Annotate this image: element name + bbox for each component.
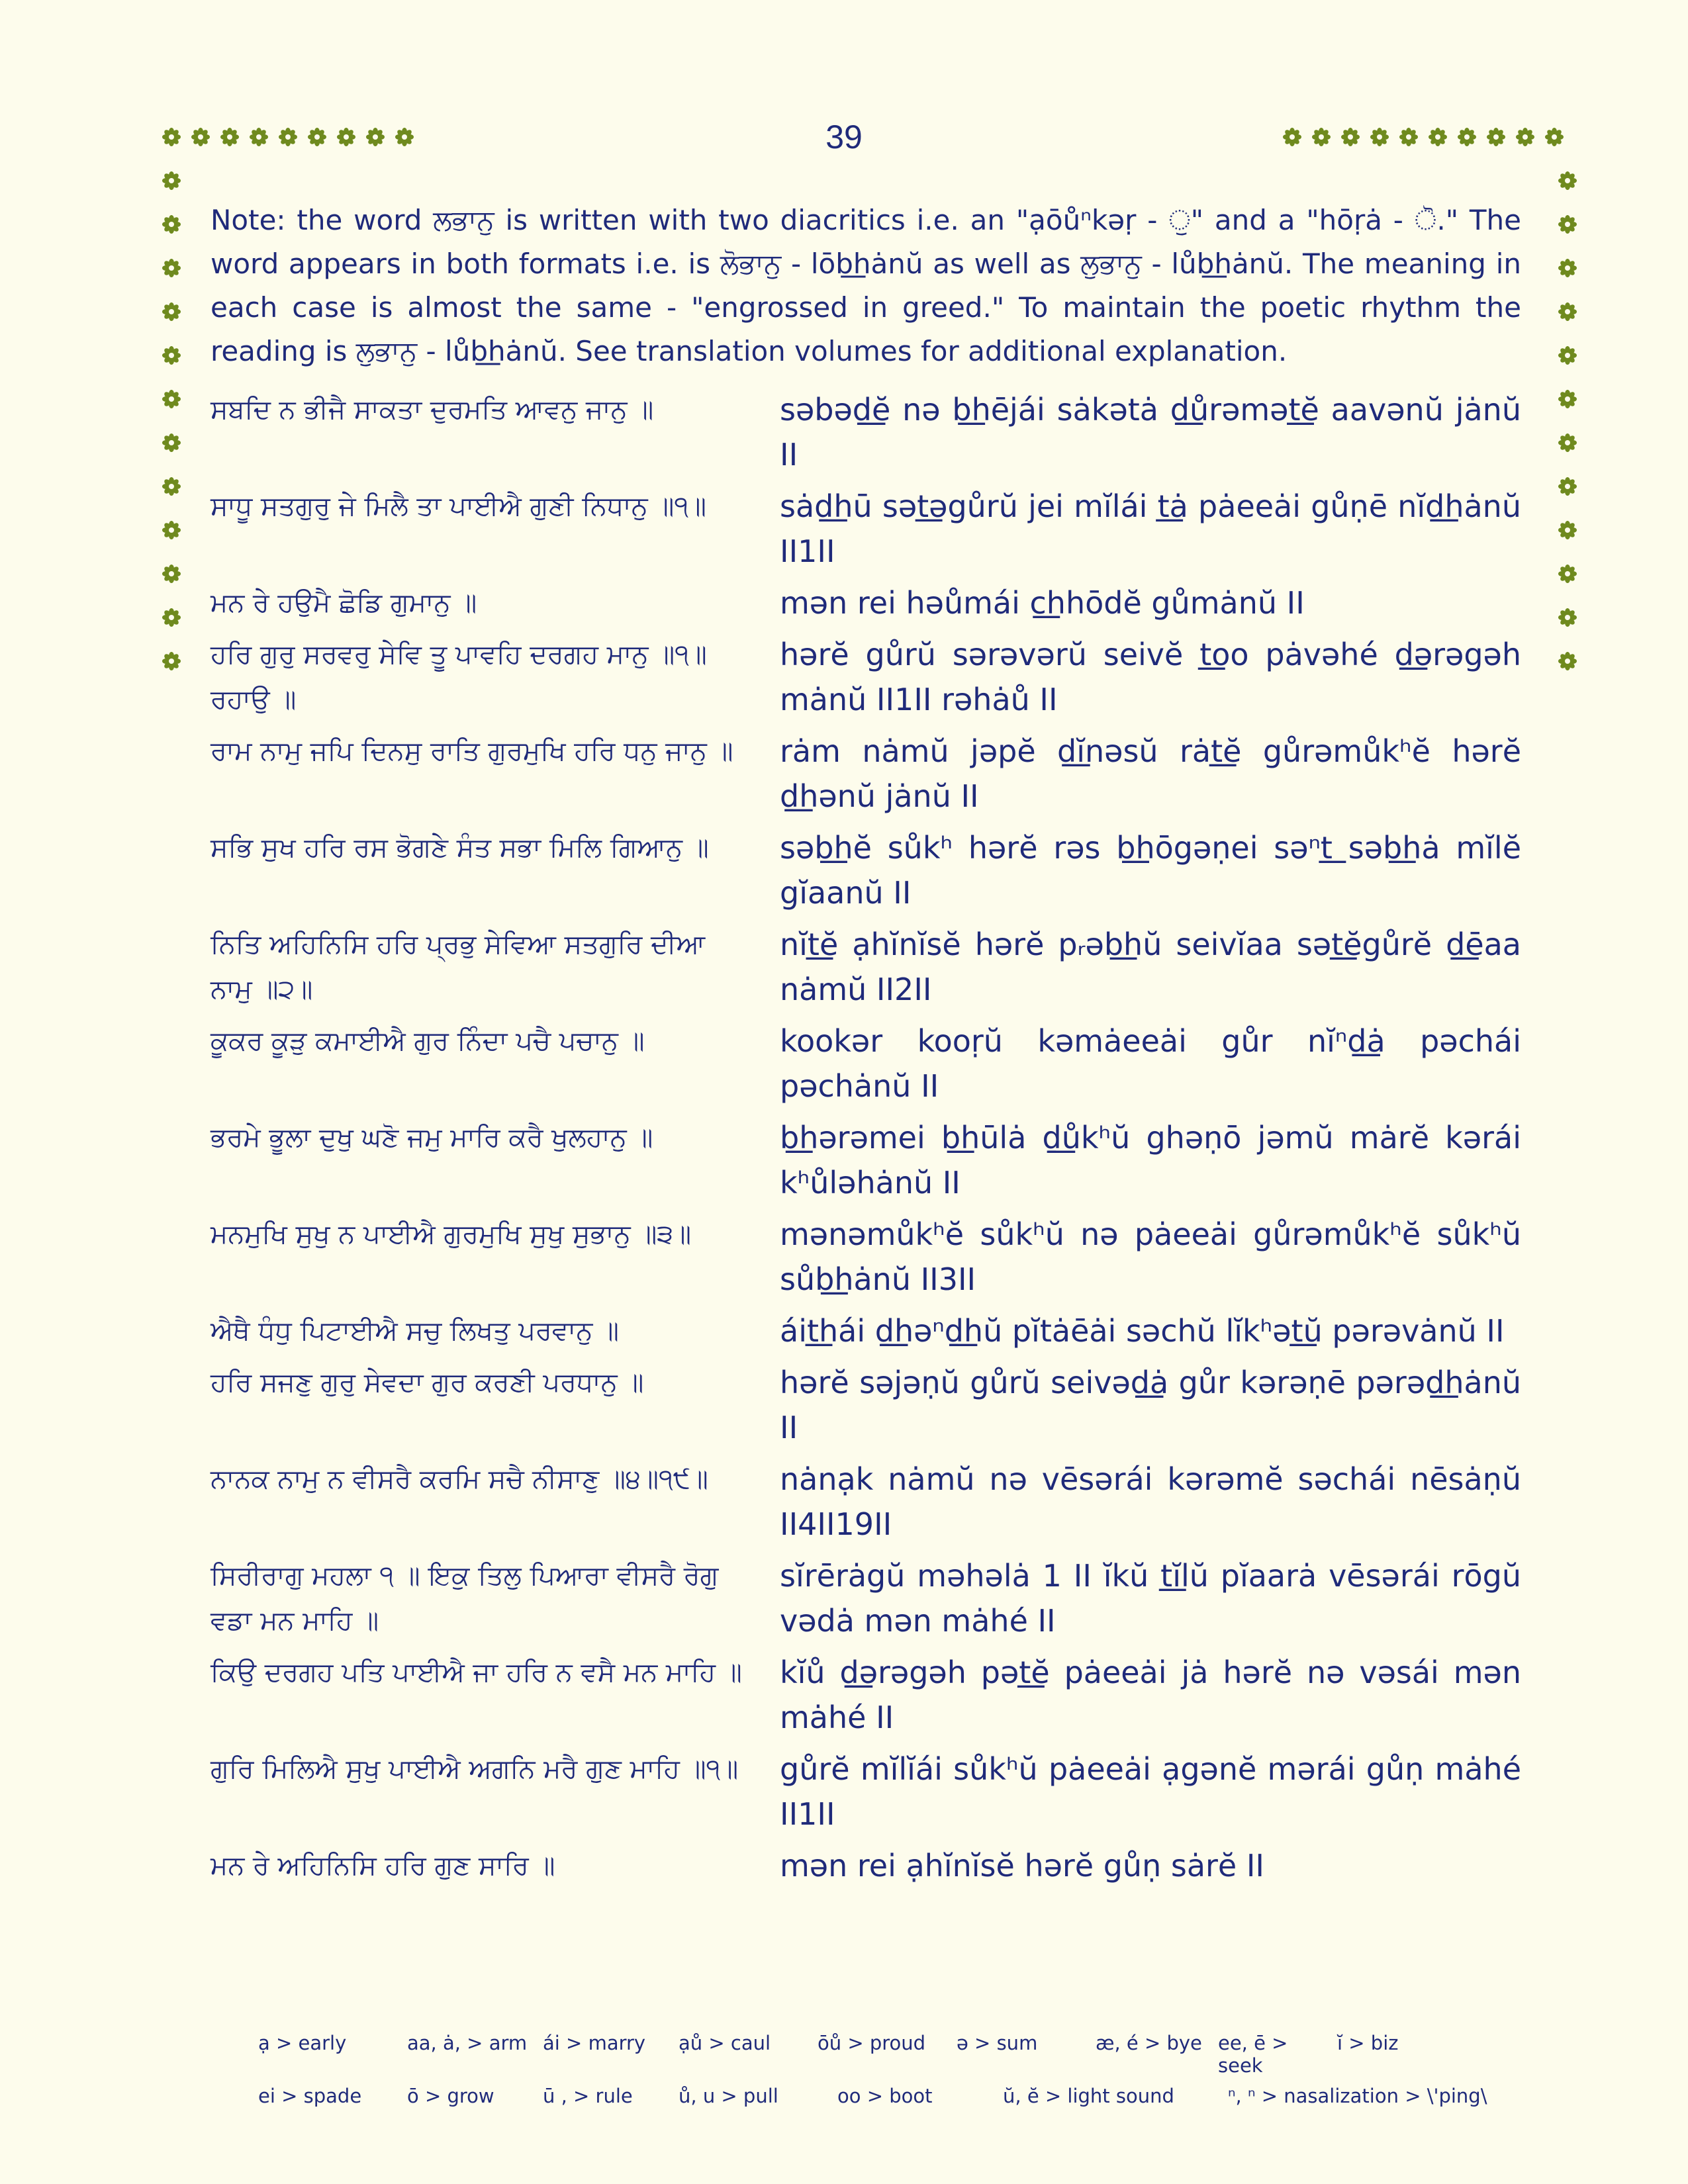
gurmukhi-line: ਕਿਉ ਦਰਗਹ ਪਤਿ ਪਾਈਐ ਜਾ ਹਰਿ ਨ ਵਸੈ ਮਨ ਮਾਹਿ ॥	[211, 1657, 742, 1688]
legend-item: ⁿ, ⁿ > nasalization > \'ping\	[1228, 2085, 1487, 2107]
transliteration-line: sȧḏ͟hū sət͟əgůrŭ jei mĭlái t͟ȧ pȧeeȧi gůṇē nĭḏ͟hȧnŭ II1II	[780, 488, 1521, 569]
gurmukhi-line: ਨਿਤਿ ਅਹਿਨਿਸਿ ਹਰਿ ਪ੍ਰਭੁ ਸੇਵਿਆ ਸਤਗੁਰਿ ਦੀਆ ਨਾਮੁ ॥੨॥	[211, 929, 706, 1005]
transliteration-line: áit͟hái ḏ͟həⁿḏ͟hŭ pĭtȧēȧi səchŭ lĭkʰət͟ŭ pərəvȧnŭ II	[780, 1313, 1505, 1349]
flower-ornament-icon	[1558, 214, 1577, 234]
gurmukhi-line: ਸਾਧੂ ਸਤਗੁਰੁ ਜੇ ਮਿਲੈ ਤਾ ਪਾਈਐ ਗੁਣੀ ਨਿਧਾਨੁ ॥੧॥	[211, 491, 706, 522]
gurmukhi-line: ਗੁਰਿ ਮਿਲਿਐ ਸੁਖੁ ਪਾਈਐ ਅਗਨਿ ਮਰੈ ਗੁਣ ਮਾਹਿ ॥੧॥	[211, 1754, 739, 1784]
gurmukhi-line: ਸਬਦਿ ਨ ਭੀਜੈ ਸਾਕਤਾ ਦੁਰਮਤਿ ਆਵਨੁ ਜਾਨੁ ॥	[211, 394, 654, 425]
flower-ornament-icon	[162, 171, 181, 191]
transliteration-line: sĭrērȧgŭ məhəlȧ 1 II ĭkŭ t͟ĭlŭ pĭaarȧ vēsərái rōgŭ vədȧ mən mȧhé II	[780, 1558, 1521, 1639]
transliteration-line: kĭů ḏ͟ərəgəh pət͟ĕ pȧeeȧi jȧ hərĕ nə vəsái mən mȧhé II	[780, 1655, 1521, 1735]
flower-ornament-icon	[162, 127, 181, 147]
flower-ornament-icon	[307, 127, 327, 147]
verse-row	[211, 387, 1521, 477]
legend-item: ō > grow	[407, 2085, 494, 2107]
verse-row	[211, 484, 1521, 574]
verse-row	[211, 922, 1521, 1012]
right-ornament-column	[1558, 171, 1577, 671]
flower-ornament-icon	[162, 477, 181, 496]
flower-ornament-icon	[162, 258, 181, 278]
flower-ornament-icon	[162, 651, 181, 671]
verse-row	[211, 1747, 1521, 1837]
flower-ornament-icon	[1370, 127, 1389, 147]
verse-row	[211, 1019, 1521, 1109]
legend-item: ái > marry	[543, 2032, 646, 2054]
flower-ornament-icon	[249, 127, 269, 147]
gurmukhi-line: ਸਿਰੀਰਾਗੁ ਮਹਲਾ ੧ ॥ ਇਕੁ ਤਿਲੁ ਪਿਆਰਾ ਵੀਸਰੈ ਰੋਗੁ ਵਡਾ ਮਨ ਮਾਹਿ ॥	[211, 1561, 719, 1636]
gurmukhi-line: ਨਾਨਕ ਨਾਮੁ ਨ ਵੀਸਰੈ ਕਰਮਿ ਸਚੈ ਨੀਸਾਣੁ ॥੪॥੧੯॥	[211, 1464, 708, 1494]
transliteration-line: səb͟hĕ sůkʰ hərĕ rəs b͟hōgəṇei səⁿt͟ səb͟hȧ mĭlĕ gĭaanŭ II	[780, 830, 1521, 911]
flower-ornament-icon	[162, 214, 181, 234]
legend-item: ạ > early	[258, 2032, 347, 2054]
legend-item: ū , > rule	[543, 2085, 633, 2107]
verse-row	[211, 1360, 1521, 1450]
verse-table	[211, 387, 1521, 1895]
flower-ornament-icon	[1558, 345, 1577, 365]
flower-ornament-icon	[1457, 127, 1477, 147]
verse-row	[211, 729, 1521, 819]
flower-ornament-icon	[1515, 127, 1535, 147]
flower-ornament-icon	[162, 520, 181, 540]
flower-ornament-icon	[162, 433, 181, 453]
legend-item: ə > sum	[957, 2032, 1038, 2054]
verse-row	[211, 1650, 1521, 1740]
legend-item: ĭ > biz	[1337, 2032, 1399, 2054]
flower-ornament-icon	[1340, 127, 1360, 147]
legend-item: ạů > caul	[679, 2032, 771, 2054]
verse-row	[211, 1115, 1521, 1205]
verse-row	[211, 632, 1521, 722]
gurmukhi-line: ਹਰਿ ਗੁਰੁ ਸਰਵਰੁ ਸੇਵਿ ਤੂ ਪਾਵਹਿ ਦਰਗਹ ਮਾਨੁ ॥੧॥ ਰਹਾਉ ॥	[211, 639, 707, 715]
flower-ornament-icon	[162, 345, 181, 365]
legend-item: oo > boot	[837, 2085, 933, 2107]
flower-ornament-icon	[1558, 651, 1577, 671]
gurmukhi-line: ਮਨ ਰੇ ਹਉਮੈ ਛੋਡਿ ਗੁਮਾਨੁ ॥	[211, 588, 477, 618]
top-left-ornament-row	[162, 127, 414, 147]
gurmukhi-line: ਸਭਿ ਸੁਖ ਹਰਿ ਰਸ ਭੋਗਣੇ ਸੰਤ ਸਭਾ ਮਿਲਿ ਗਿਆਨੁ ॥	[211, 833, 709, 863]
gurmukhi-line: ਭਰਮੇ ਭੂਲਾ ਦੁਖੁ ਘਣੋ ਜਮੁ ਮਾਰਿ ਕਰੈ ਖੁਲਹਾਨੁ ॥	[211, 1122, 653, 1153]
legend-item: ee, ē > seek	[1218, 2032, 1288, 2077]
transliteration-line: nȧnạk nȧmŭ nə vēsərái kərəmĕ səchái nēsȧṇŭ II4II19II	[780, 1461, 1521, 1542]
gurmukhi-line: ਕੂਕਰ ਕੂੜੁ ਕਮਾਈਐ ਗੁਰ ਨਿੰਦਾ ਪਚੈ ਪਚਾਨੁ ॥	[211, 1026, 645, 1056]
flower-ornament-icon	[1558, 258, 1577, 278]
legend-item: æ, é > bye	[1096, 2032, 1202, 2054]
left-ornament-column	[162, 171, 181, 671]
verse-row	[211, 1843, 1521, 1888]
legend-item: ōů > proud	[818, 2032, 926, 2054]
legend-item: aa, ȧ, > arm	[407, 2032, 528, 2054]
legend-item: ů, u > pull	[679, 2085, 778, 2107]
flower-ornament-icon	[1558, 389, 1577, 409]
flower-ornament-icon	[1558, 520, 1577, 540]
flower-ornament-icon	[278, 127, 298, 147]
gurmukhi-line: ਰਾਮ ਨਾਮੁ ਜਪਿ ਦਿਨਸੁ ਰਾਤਿ ਗੁਰਮੁਖਿ ਹਰਿ ਧਨੁ ਜਾਨੁ ॥	[211, 736, 733, 766]
transliteration-line: gůrĕ mĭlĭái sůkʰŭ pȧeeȧi ạgənĕ mərái gůṇ mȧhé II1II	[780, 1751, 1521, 1832]
flower-ornament-icon	[365, 127, 385, 147]
flower-ornament-icon	[395, 127, 414, 147]
gurmukhi-line: ਮਨਮੁਖਿ ਸੁਖੁ ਨ ਪਾਈਐ ਗੁਰਮੁਖਿ ਸੁਖੁ ਸੁਭਾਨੁ ॥੩॥	[211, 1219, 692, 1250]
flower-ornament-icon	[1558, 564, 1577, 584]
pronunciation-legend	[258, 2032, 1516, 2107]
transliteration-line: hərĕ gůrŭ sərəvərŭ seivĕ t͟oo pȧvəhé ḏ͟ərəgəh mȧnŭ II1II rəhȧů II	[780, 637, 1521, 717]
flower-ornament-icon	[1399, 127, 1419, 147]
flower-ornament-icon	[1282, 127, 1302, 147]
transliteration-line: b͟hərəmei b͟hūlȧ ḏ͟ůkʰŭ ghəṇō jəmŭ mȧrĕ kərái kʰůləhȧnŭ II	[780, 1120, 1521, 1201]
verse-row	[211, 1308, 1521, 1353]
page-number: 39	[825, 118, 863, 156]
flower-ornament-icon	[162, 608, 181, 627]
gurmukhi-line: ਐਥੈ ਧੰਧੁ ਪਿਟਾਈਐ ਸਚੁ ਲਿਖਤੁ ਪਰਵਾਨੁ ॥	[211, 1316, 620, 1346]
transliteration-line: nĭt͟ĕ ạhĭnĭsĕ hərĕ pᵣəb͟hŭ seivĭaa sət͟ĕgůrĕ ḏ͟ēaa nȧmŭ II2II	[780, 927, 1521, 1007]
verse-row	[211, 1212, 1521, 1302]
gurmukhi-line: ਹਰਿ ਸਜਣੁ ਗੁਰੁ ਸੇਵਦਾ ਗੁਰ ਕਰਣੀ ਪਰਧਾਨੁ ॥	[211, 1367, 644, 1398]
verse-row	[211, 580, 1521, 625]
flower-ornament-icon	[1558, 302, 1577, 322]
verse-row	[211, 1553, 1521, 1643]
transliteration-line: kookər kooṛŭ kəmȧeeȧi gůr nĭⁿḏ͟ȧ pəchái pəchȧnŭ II	[780, 1023, 1521, 1104]
flower-ornament-icon	[1558, 433, 1577, 453]
verse-row	[211, 825, 1521, 915]
verse-row	[211, 1457, 1521, 1547]
transliteration-line: mənəmůkʰĕ sůkʰŭ nə pȧeeȧi gůrəmůkʰĕ sůkʰŭ sůb͟hȧnŭ II3II	[780, 1216, 1521, 1297]
transliteration-line: rȧm nȧmŭ jəpĕ ḏ͟ĭnəsŭ rȧt͟ĕ gůrəmůkʰĕ hərĕ ḏ͟hənŭ jȧnŭ II	[780, 733, 1521, 814]
transliteration-line: səbəḏ͟ĕ nə b͟hējái sȧkətȧ ḏ͟ůrəmət͟ĕ aavənŭ jȧnŭ II	[780, 392, 1521, 473]
flower-ornament-icon	[336, 127, 356, 147]
flower-ornament-icon	[1558, 171, 1577, 191]
flower-ornament-icon	[1486, 127, 1506, 147]
flower-ornament-icon	[220, 127, 240, 147]
flower-ornament-icon	[191, 127, 211, 147]
transliteration-line: mən rei həůmái c͟hhōdĕ gůmȧnŭ II	[780, 585, 1305, 621]
flower-ornament-icon	[162, 302, 181, 322]
flower-ornament-icon	[162, 564, 181, 584]
note-paragraph: Note: the word ਲਭਾਨੁ is written with two diacritics i.e. an "ạōůⁿkəṛ - ੁ" and a "hōṛȧ - ੋ." The word appears in both formats i.e. is ਲੋਭਾਨੁ - lōb͟hȧnŭ as well as ਲੁਭਾਨੁ - lůb͟hȧnŭ. The meaning in each case is almost the same - "engrossed in greed." To maintain the poetic rhythm the reading is ਲੁਭਾਨੁ - lůb͟hȧnŭ. See translation volumes for additional explanation.	[211, 204, 1521, 367]
legend-item: ŭ, ĕ > light sound	[1003, 2085, 1174, 2107]
flower-ornament-icon	[1311, 127, 1331, 147]
legend-item: ei > spade	[258, 2085, 362, 2107]
legend-row-1	[258, 2032, 1516, 2077]
gurmukhi-line: ਮਨ ਰੇ ਅਹਿਨਿਸਿ ਹਰਿ ਗੁਣ ਸਾਰਿ ॥	[211, 1850, 555, 1881]
flower-ornament-icon	[162, 389, 181, 409]
flower-ornament-icon	[1558, 477, 1577, 496]
transliteration-line: mən rei ạhĭnĭsĕ hərĕ gůṇ sȧrĕ II	[780, 1848, 1264, 1884]
legend-row-2	[258, 2085, 1516, 2107]
transliteration-line: hərĕ səjəṇŭ gůrŭ seivəḏ͟ȧ gůr kərəṇē pərəḏ͟hȧnŭ II	[780, 1365, 1521, 1445]
flower-ornament-icon	[1544, 127, 1564, 147]
top-right-ornament-row	[1282, 127, 1564, 147]
flower-ornament-icon	[1558, 608, 1577, 627]
flower-ornament-icon	[1428, 127, 1448, 147]
